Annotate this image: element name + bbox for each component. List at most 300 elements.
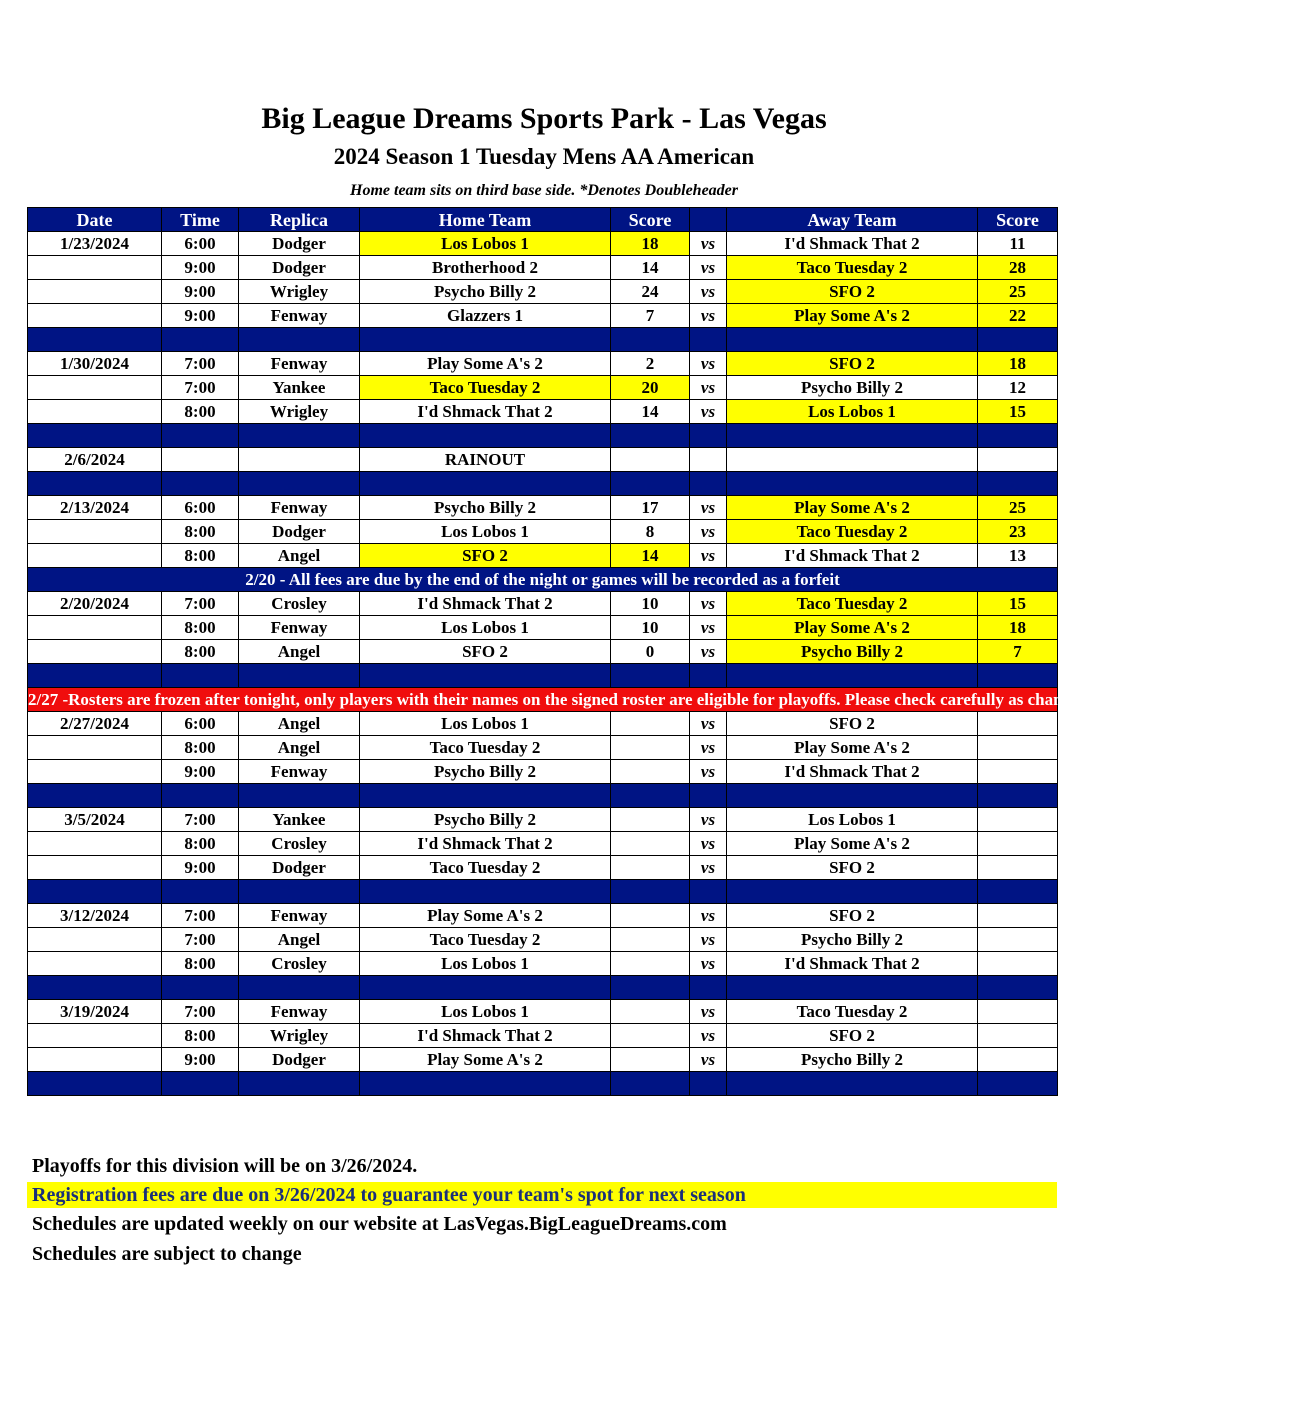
time-cell: 8:00: [162, 640, 239, 664]
home-team-cell: Psycho Billy 2: [360, 496, 611, 520]
away-score-cell: [978, 712, 1058, 736]
separator-cell: [727, 880, 978, 904]
vs-cell: vs: [690, 376, 727, 400]
roster-notice: 2/27 -Rosters are frozen after tonight, only players with their names on the signed roster are eligible for playoffs. Please check carefully as changes will not be made for omissions.: [28, 688, 1058, 712]
game-row: [28, 496, 1058, 520]
game-row: [28, 928, 1058, 952]
home-team-cell: Taco Tuesday 2: [360, 928, 611, 952]
game-row: [28, 640, 1058, 664]
home-score-cell: [611, 1048, 690, 1072]
away-team-cell: Taco Tuesday 2: [727, 1000, 978, 1024]
separator-cell: [239, 328, 360, 352]
replica-cell: Wrigley: [239, 1024, 360, 1048]
separator-cell: [28, 424, 162, 448]
away-score-cell: 18: [978, 352, 1058, 376]
time-cell: 7:00: [162, 808, 239, 832]
separator-cell: [727, 472, 978, 496]
time-cell: 8:00: [162, 544, 239, 568]
schedule-table: [27, 207, 1313, 1096]
date-cell: 2/20/2024: [28, 592, 162, 616]
date-cell: 1/30/2024: [28, 352, 162, 376]
date-cell: [28, 832, 162, 856]
away-team-cell: Play Some A's 2: [727, 304, 978, 328]
away-score-cell: [978, 1000, 1058, 1024]
separator-cell: [162, 1072, 239, 1096]
separator-cell: [727, 664, 978, 688]
date-cell: 3/5/2024: [28, 808, 162, 832]
home-team-cell: I'd Shmack That 2: [360, 1024, 611, 1048]
separator-cell: [162, 976, 239, 1000]
separator-cell: [611, 976, 690, 1000]
home-score-cell: [611, 448, 690, 472]
away-score-cell: [978, 904, 1058, 928]
separator-cell: [239, 784, 360, 808]
home-team-cell: Los Lobos 1: [360, 616, 611, 640]
time-cell: 7:00: [162, 1000, 239, 1024]
away-score-cell: [978, 1048, 1058, 1072]
home-score-cell: [611, 1024, 690, 1048]
date-cell: 3/12/2024: [28, 904, 162, 928]
vs-cell: vs: [690, 280, 727, 304]
vs-cell: vs: [690, 256, 727, 280]
away-team-cell: Psycho Billy 2: [727, 376, 978, 400]
date-cell: [28, 280, 162, 304]
separator-cell: [690, 784, 727, 808]
col-header-time: Time: [162, 208, 239, 232]
away-team-cell: I'd Shmack That 2: [727, 760, 978, 784]
replica-cell: Wrigley: [239, 400, 360, 424]
col-header-away-score: Score: [978, 208, 1058, 232]
separator-cell: [727, 976, 978, 1000]
time-cell: 6:00: [162, 232, 239, 256]
home-score-cell: 10: [611, 616, 690, 640]
separator-cell: [162, 328, 239, 352]
home-score-cell: [611, 904, 690, 928]
time-cell: 7:00: [162, 352, 239, 376]
away-score-cell: [978, 832, 1058, 856]
date-cell: [28, 400, 162, 424]
separator-cell: [239, 472, 360, 496]
home-score-cell: [611, 736, 690, 760]
away-team-cell: Taco Tuesday 2: [727, 592, 978, 616]
vs-cell: vs: [690, 808, 727, 832]
game-row: [28, 1048, 1058, 1072]
home-team-cell: RAINOUT: [360, 448, 611, 472]
separator-cell: [690, 976, 727, 1000]
col-header-home-score: Score: [611, 208, 690, 232]
home-score-cell: 20: [611, 376, 690, 400]
replica-cell: Yankee: [239, 376, 360, 400]
home-score-cell: 8: [611, 520, 690, 544]
home-score-cell: [611, 760, 690, 784]
time-cell: [162, 448, 239, 472]
separator-cell: [978, 424, 1058, 448]
vs-cell: vs: [690, 1000, 727, 1024]
registration-note: Registration fees are due on 3/26/2024 to guarantee your team's spot for next season: [27, 1182, 1057, 1208]
separator-cell: [611, 784, 690, 808]
vs-cell: vs: [690, 736, 727, 760]
separator-cell: [978, 472, 1058, 496]
home-team-cell: SFO 2: [360, 544, 611, 568]
away-score-cell: [978, 856, 1058, 880]
game-row: [28, 616, 1058, 640]
schedule-body: [28, 232, 1313, 1096]
separator-cell: [727, 328, 978, 352]
vs-cell: vs: [690, 232, 727, 256]
replica-cell: Crosley: [239, 952, 360, 976]
game-row: [28, 1000, 1058, 1024]
week-separator-row: [28, 784, 1058, 808]
replica-cell: Angel: [239, 736, 360, 760]
away-score-cell: 15: [978, 592, 1058, 616]
separator-cell: [28, 880, 162, 904]
game-row: [28, 904, 1058, 928]
replica-cell: Angel: [239, 928, 360, 952]
separator-cell: [162, 664, 239, 688]
separator-cell: [162, 424, 239, 448]
separator-cell: [28, 664, 162, 688]
away-team-cell: I'd Shmack That 2: [727, 952, 978, 976]
date-cell: [28, 760, 162, 784]
week-separator-row: [28, 880, 1058, 904]
time-cell: 6:00: [162, 712, 239, 736]
game-row: [28, 712, 1058, 736]
game-row: [28, 376, 1058, 400]
separator-cell: [978, 328, 1058, 352]
home-score-cell: 7: [611, 304, 690, 328]
replica-cell: Wrigley: [239, 280, 360, 304]
date-cell: [28, 520, 162, 544]
separator-cell: [239, 664, 360, 688]
away-team-cell: [727, 448, 978, 472]
separator-cell: [978, 880, 1058, 904]
away-team-cell: SFO 2: [727, 280, 978, 304]
separator-cell: [690, 1072, 727, 1096]
separator-cell: [611, 664, 690, 688]
home-team-cell: Psycho Billy 2: [360, 760, 611, 784]
home-team-cell: SFO 2: [360, 640, 611, 664]
game-row: [28, 592, 1058, 616]
away-score-cell: 25: [978, 280, 1058, 304]
replica-cell: Dodger: [239, 520, 360, 544]
away-score-cell: 22: [978, 304, 1058, 328]
home-score-cell: 14: [611, 544, 690, 568]
away-team-cell: SFO 2: [727, 352, 978, 376]
date-cell: [28, 616, 162, 640]
away-team-cell: Play Some A's 2: [727, 616, 978, 640]
game-row: [28, 544, 1058, 568]
home-score-cell: [611, 808, 690, 832]
separator-cell: [239, 976, 360, 1000]
game-row: [28, 856, 1058, 880]
home-team-cell: Brotherhood 2: [360, 256, 611, 280]
replica-cell: Fenway: [239, 904, 360, 928]
away-score-cell: [978, 760, 1058, 784]
replica-cell: Angel: [239, 544, 360, 568]
vs-cell: vs: [690, 352, 727, 376]
home-team-cell: Psycho Billy 2: [360, 808, 611, 832]
date-cell: 2/6/2024: [28, 448, 162, 472]
separator-cell: [611, 880, 690, 904]
home-score-cell: 14: [611, 256, 690, 280]
time-cell: 9:00: [162, 256, 239, 280]
replica-cell: Crosley: [239, 832, 360, 856]
vs-cell: vs: [690, 712, 727, 736]
date-cell: [28, 1024, 162, 1048]
separator-cell: [28, 784, 162, 808]
vs-cell: vs: [690, 904, 727, 928]
time-cell: 9:00: [162, 280, 239, 304]
away-score-cell: [978, 952, 1058, 976]
separator-cell: [727, 784, 978, 808]
away-score-cell: 23: [978, 520, 1058, 544]
replica-cell: Dodger: [239, 856, 360, 880]
away-team-cell: I'd Shmack That 2: [727, 544, 978, 568]
away-team-cell: Play Some A's 2: [727, 832, 978, 856]
date-cell: [28, 640, 162, 664]
home-score-cell: 0: [611, 640, 690, 664]
time-cell: 7:00: [162, 904, 239, 928]
replica-cell: Fenway: [239, 496, 360, 520]
replica-cell: Crosley: [239, 592, 360, 616]
home-team-cell: Los Lobos 1: [360, 232, 611, 256]
home-score-cell: 10: [611, 592, 690, 616]
separator-cell: [239, 424, 360, 448]
away-team-cell: Taco Tuesday 2: [727, 520, 978, 544]
website-note: Schedules are updated weekly on our website at LasVegas.BigLeagueDreams.com: [32, 1213, 727, 1235]
separator-cell: [360, 1072, 611, 1096]
away-score-cell: [978, 448, 1058, 472]
away-score-cell: 13: [978, 544, 1058, 568]
away-score-cell: 15: [978, 400, 1058, 424]
home-score-cell: [611, 712, 690, 736]
replica-cell: Fenway: [239, 1000, 360, 1024]
away-team-cell: Psycho Billy 2: [727, 640, 978, 664]
vs-cell: vs: [690, 616, 727, 640]
away-score-cell: 18: [978, 616, 1058, 640]
game-row: [28, 832, 1058, 856]
time-cell: 9:00: [162, 1048, 239, 1072]
date-cell: [28, 1048, 162, 1072]
date-cell: [28, 736, 162, 760]
replica-cell: Yankee: [239, 808, 360, 832]
roster-notice-row: [28, 688, 1058, 712]
date-cell: [28, 376, 162, 400]
game-row: [28, 736, 1058, 760]
time-cell: 6:00: [162, 496, 239, 520]
replica-cell: Angel: [239, 712, 360, 736]
away-team-cell: Psycho Billy 2: [727, 1048, 978, 1072]
vs-cell: vs: [690, 856, 727, 880]
home-team-cell: Play Some A's 2: [360, 1048, 611, 1072]
time-cell: 7:00: [162, 592, 239, 616]
separator-cell: [978, 976, 1058, 1000]
separator-cell: [690, 328, 727, 352]
time-cell: 8:00: [162, 520, 239, 544]
away-score-cell: [978, 808, 1058, 832]
game-row: [28, 952, 1058, 976]
game-row: [28, 1024, 1058, 1048]
game-row: [28, 304, 1058, 328]
date-cell: [28, 856, 162, 880]
separator-cell: [28, 1072, 162, 1096]
away-score-cell: 11: [978, 232, 1058, 256]
away-score-cell: [978, 1024, 1058, 1048]
replica-cell: Angel: [239, 640, 360, 664]
away-team-cell: Los Lobos 1: [727, 808, 978, 832]
home-team-cell: Los Lobos 1: [360, 1000, 611, 1024]
vs-cell: vs: [690, 832, 727, 856]
change-note: Schedules are subject to change: [32, 1243, 302, 1265]
replica-cell: [239, 448, 360, 472]
separator-cell: [28, 328, 162, 352]
away-team-cell: Los Lobos 1: [727, 400, 978, 424]
home-team-cell: Taco Tuesday 2: [360, 376, 611, 400]
replica-cell: Dodger: [239, 232, 360, 256]
fees-notice: 2/20 - All fees are due by the end of the night or games will be recorded as a forfeit: [28, 568, 1058, 592]
col-header-date: Date: [28, 208, 162, 232]
game-row: [28, 448, 1058, 472]
away-score-cell: 25: [978, 496, 1058, 520]
away-score-cell: [978, 928, 1058, 952]
fees-notice-row: [28, 568, 1058, 592]
game-row: [28, 760, 1058, 784]
vs-cell: vs: [690, 592, 727, 616]
col-header-away-team: Away Team: [727, 208, 978, 232]
home-score-cell: [611, 928, 690, 952]
col-header-vs: [690, 208, 727, 232]
week-separator-row: [28, 424, 1058, 448]
game-row: [28, 232, 1058, 256]
time-cell: 8:00: [162, 400, 239, 424]
vs-cell: vs: [690, 760, 727, 784]
replica-cell: Fenway: [239, 352, 360, 376]
home-team-cell: I'd Shmack That 2: [360, 592, 611, 616]
game-row: [28, 520, 1058, 544]
separator-cell: [360, 472, 611, 496]
time-cell: 7:00: [162, 928, 239, 952]
home-team-cell: Los Lobos 1: [360, 952, 611, 976]
vs-cell: vs: [690, 544, 727, 568]
game-row: [28, 400, 1058, 424]
separator-cell: [611, 328, 690, 352]
separator-cell: [727, 424, 978, 448]
away-team-cell: I'd Shmack That 2: [727, 232, 978, 256]
away-team-cell: Psycho Billy 2: [727, 928, 978, 952]
separator-cell: [611, 424, 690, 448]
home-team-cell: Play Some A's 2: [360, 352, 611, 376]
week-separator-row: [28, 328, 1058, 352]
separator-cell: [690, 424, 727, 448]
home-team-cell: Taco Tuesday 2: [360, 736, 611, 760]
vs-cell: vs: [690, 640, 727, 664]
separator-cell: [611, 472, 690, 496]
separator-cell: [360, 784, 611, 808]
away-team-cell: Play Some A's 2: [727, 496, 978, 520]
home-team-cell: Los Lobos 1: [360, 520, 611, 544]
away-score-cell: 12: [978, 376, 1058, 400]
away-team-cell: Play Some A's 2: [727, 736, 978, 760]
game-row: [28, 352, 1058, 376]
date-cell: [28, 544, 162, 568]
week-separator-row: [28, 664, 1058, 688]
home-team-cell: I'd Shmack That 2: [360, 832, 611, 856]
separator-cell: [978, 664, 1058, 688]
home-score-cell: [611, 952, 690, 976]
separator-cell: [162, 472, 239, 496]
vs-cell: vs: [690, 928, 727, 952]
home-score-cell: [611, 832, 690, 856]
vs-cell: vs: [690, 1024, 727, 1048]
vs-cell: vs: [690, 520, 727, 544]
vs-cell: vs: [690, 400, 727, 424]
separator-cell: [690, 880, 727, 904]
time-cell: 9:00: [162, 760, 239, 784]
time-cell: 8:00: [162, 832, 239, 856]
home-score-cell: [611, 856, 690, 880]
page-title: Big League Dreams Sports Park - Las Vegas: [261, 102, 827, 135]
game-row: [28, 808, 1058, 832]
col-header-replica: Replica: [239, 208, 360, 232]
vs-cell: vs: [690, 952, 727, 976]
date-cell: [28, 304, 162, 328]
date-cell: 1/23/2024: [28, 232, 162, 256]
playoffs-note: Playoffs for this division will be on 3/26/2024.: [32, 1155, 418, 1177]
separator-cell: [360, 328, 611, 352]
separator-cell: [611, 1072, 690, 1096]
week-separator-row: [28, 976, 1058, 1000]
away-team-cell: SFO 2: [727, 712, 978, 736]
separator-cell: [162, 880, 239, 904]
time-cell: 8:00: [162, 1024, 239, 1048]
away-team-cell: SFO 2: [727, 904, 978, 928]
away-score-cell: 7: [978, 640, 1058, 664]
vs-cell: vs: [690, 1048, 727, 1072]
home-score-cell: 18: [611, 232, 690, 256]
separator-cell: [28, 472, 162, 496]
away-team-cell: SFO 2: [727, 1024, 978, 1048]
date-cell: [28, 256, 162, 280]
page-subtitle: 2024 Season 1 Tuesday Mens AA American: [333, 144, 755, 169]
home-team-cell: Glazzers 1: [360, 304, 611, 328]
time-cell: 8:00: [162, 616, 239, 640]
home-score-cell: 2: [611, 352, 690, 376]
col-header-home-team: Home Team: [360, 208, 611, 232]
home-team-cell: Play Some A's 2: [360, 904, 611, 928]
week-separator-row: [28, 472, 1058, 496]
home-score-cell: 17: [611, 496, 690, 520]
time-cell: 9:00: [162, 304, 239, 328]
separator-cell: [360, 976, 611, 1000]
date-cell: [28, 952, 162, 976]
separator-cell: [978, 784, 1058, 808]
away-score-cell: [978, 736, 1058, 760]
vs-cell: vs: [690, 304, 727, 328]
replica-cell: Fenway: [239, 760, 360, 784]
replica-cell: Fenway: [239, 304, 360, 328]
vs-cell: [690, 448, 727, 472]
replica-cell: Fenway: [239, 616, 360, 640]
time-cell: 8:00: [162, 952, 239, 976]
date-cell: 2/27/2024: [28, 712, 162, 736]
home-score-cell: 24: [611, 280, 690, 304]
separator-cell: [978, 1072, 1058, 1096]
date-cell: 3/19/2024: [28, 1000, 162, 1024]
replica-cell: Dodger: [239, 1048, 360, 1072]
doubleheader-note: Home team sits on third base side. *Denotes Doubleheader: [350, 182, 738, 199]
away-score-cell: 28: [978, 256, 1058, 280]
away-team-cell: Taco Tuesday 2: [727, 256, 978, 280]
